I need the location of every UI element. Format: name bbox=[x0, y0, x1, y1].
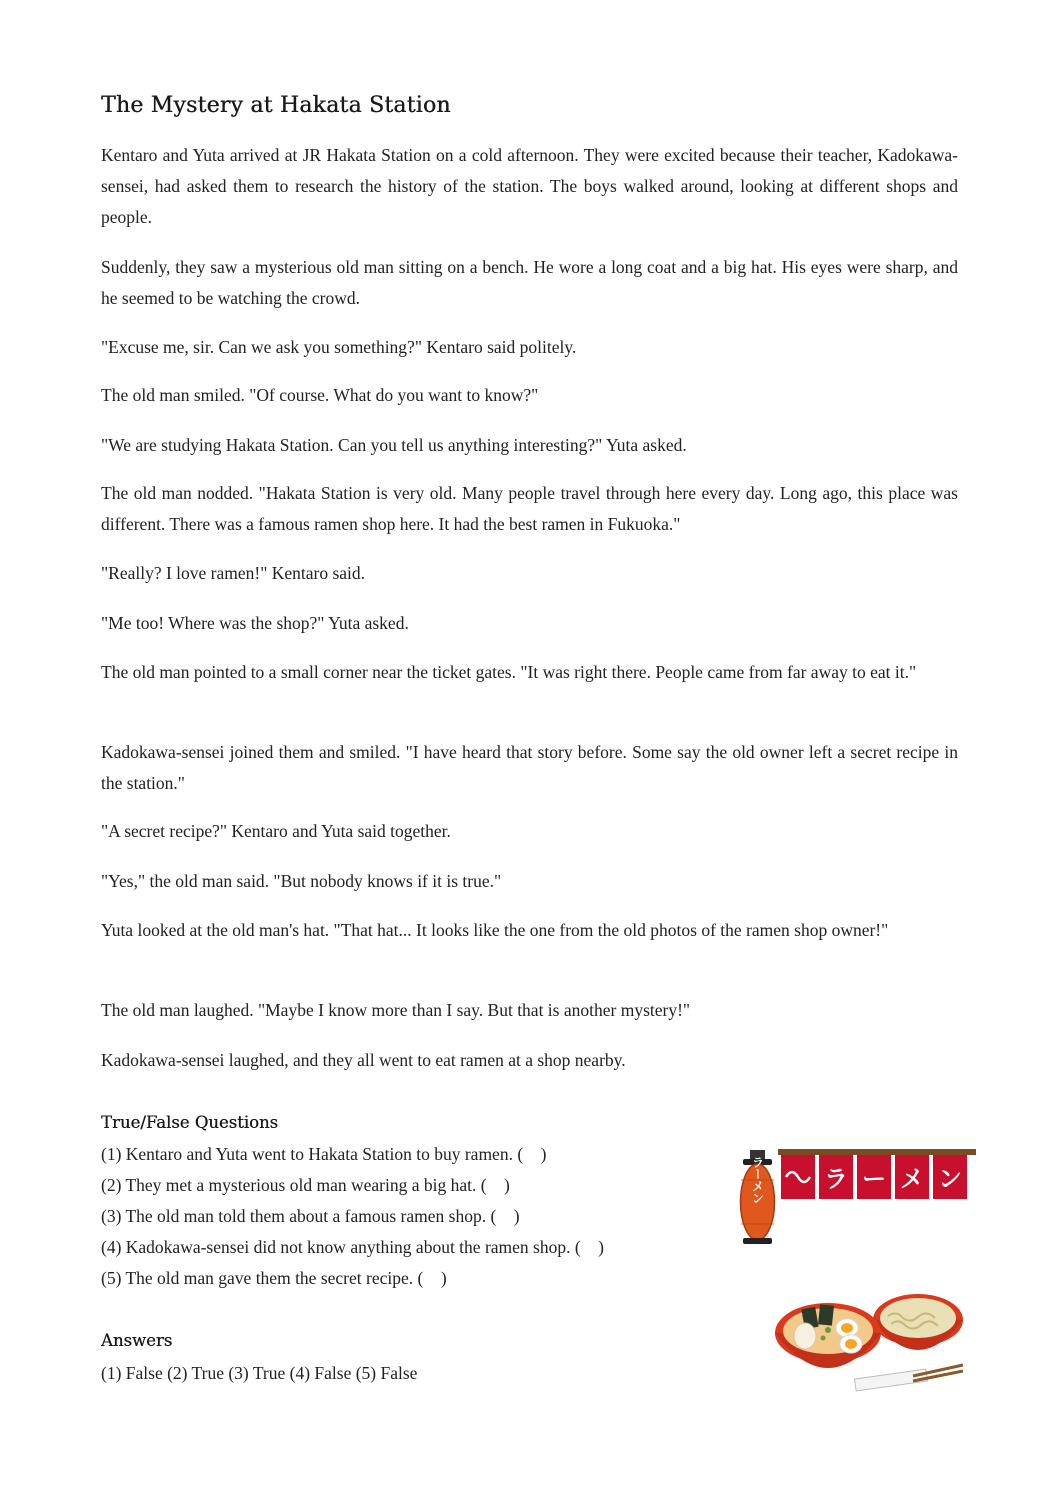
page-title: The Mystery at Hakata Station bbox=[101, 93, 451, 118]
story-paragraph: Kentaro and Yuta arrived at JR Hakata Station on a cold afternoon. They were excited because their teacher, Kadokawa-sensei, had asked them to research the history of the station. The boys walked around, looking at different shops and people. bbox=[101, 145, 958, 227]
story-paragraph: "Me too! Where was the shop?" Yuta asked. bbox=[101, 613, 409, 633]
story-paragraph: Suddenly, they saw a mysterious old man sitting on a bench. He wore a long coat and a big hat. His eyes were sharp, and he seemed to be watching the crowd. bbox=[101, 257, 958, 308]
question-item: (2) They met a mysterious old man wearing a big hat. ( ) bbox=[101, 1175, 510, 1195]
lantern-illustration bbox=[735, 1150, 780, 1254]
story-paragraph: The old man nodded. "Hakata Station is very old. Many people travel through here every day. Long ago, this place was different. There was a famous ramen shop here. It had the best ramen in Fukuoka." bbox=[101, 483, 958, 534]
story-paragraph: The old man smiled. "Of course. What do you want to know?" bbox=[101, 385, 539, 405]
curtain-char: メ bbox=[900, 1165, 924, 1193]
question-item: (1) Kentaro and Yuta went to Hakata Station to buy ramen. ( ) bbox=[101, 1144, 547, 1164]
curtain-char: ー bbox=[862, 1165, 886, 1193]
ramen-bowls-illustration bbox=[773, 1278, 968, 1393]
story-paragraph: "We are studying Hakata Station. Can you tell us anything interesting?" Yuta asked. bbox=[101, 435, 687, 455]
curtain-char: ラ bbox=[824, 1165, 848, 1193]
questions-heading: True/False Questions bbox=[101, 1113, 279, 1132]
story-paragraph: Yuta looked at the old man's hat. "That hat... It looks like the one from the old photos of the ramen shop owner!" bbox=[101, 920, 889, 940]
story-paragraph: "Really? I love ramen!" Kentaro said. bbox=[101, 563, 366, 583]
curtain-char: ン bbox=[938, 1165, 962, 1193]
question-item: (4) Kadokawa-sensei did not know anything about the ramen shop. ( ) bbox=[101, 1237, 605, 1257]
story-paragraph: Kadokawa-sensei laughed, and they all went to eat ramen at a shop nearby. bbox=[101, 1050, 626, 1070]
story-paragraph: "Excuse me, sir. Can we ask you something?" Kentaro said politely. bbox=[101, 337, 577, 357]
noren-curtain-illustration bbox=[778, 1147, 978, 1203]
story-paragraph: The old man laughed. "Maybe I know more than I say. But that is another mystery!" bbox=[101, 1000, 691, 1020]
story-paragraph: "A secret recipe?" Kentaro and Yuta said together. bbox=[101, 821, 451, 841]
answers-heading: Answers bbox=[101, 1331, 173, 1350]
question-item: (3) The old man told them about a famous ramen shop. ( ) bbox=[101, 1206, 520, 1226]
lantern-text: ラーメン bbox=[750, 1156, 765, 1204]
story-paragraph: "Yes," the old man said. "But nobody knows if it is true." bbox=[101, 871, 502, 891]
question-item: (5) The old man gave them the secret recipe. ( ) bbox=[101, 1268, 447, 1288]
answers-text: (1) False (2) True (3) True (4) False (5) False bbox=[101, 1363, 418, 1383]
story-paragraph: The old man pointed to a small corner near the ticket gates. "It was right there. People came from far away to eat it." bbox=[101, 662, 917, 682]
story-paragraph: Kadokawa-sensei joined them and smiled. "I have heard that story before. Some say the old owner left a secret recipe in the station." bbox=[101, 742, 958, 793]
